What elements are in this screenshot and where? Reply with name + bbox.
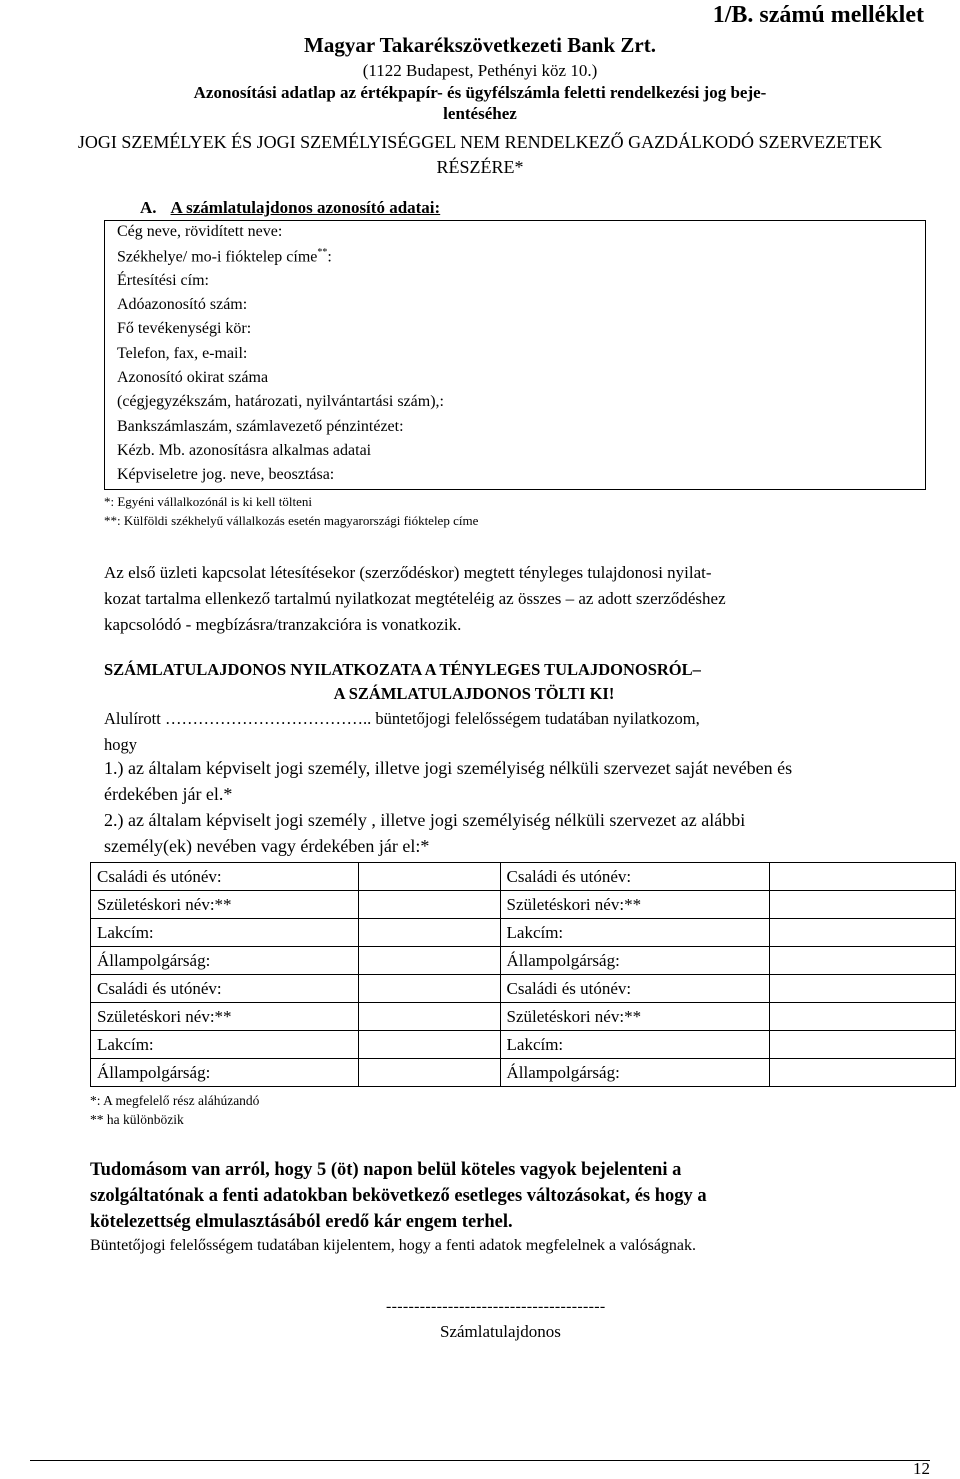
owner-birth-name-value[interactable] [358, 1003, 500, 1031]
owner-name-label: Családi és utónév: [91, 863, 359, 891]
owner-address-value[interactable] [358, 1031, 500, 1059]
table-row [91, 1059, 956, 1087]
owners-footnote-2: ** ha különbözik [90, 1112, 184, 1127]
bank-name: Magyar Takarékszövetkezeti Bank Zrt. [304, 33, 656, 57]
criminal-liability-statement: Büntetőjogi felelősségem tudatában kijelentem, hogy a fenti adatok megfelelnek a valóságnak. [90, 1237, 697, 1254]
section-a-letter: A. [140, 198, 157, 217]
owner-citizenship-value[interactable] [770, 1059, 956, 1087]
table-row [91, 975, 956, 1003]
table-row [91, 1031, 956, 1059]
owner-citizenship-label: Állampolgárság: [500, 947, 770, 975]
field-seat[interactable] [117, 247, 332, 266]
field-main-activity[interactable]: Fő tevékenységi kör: [117, 320, 252, 337]
owner-name-label: Családi és utónév: [500, 975, 770, 1003]
field-representative[interactable]: Képviseletre jog. neve, beosztása: [117, 466, 335, 483]
owner-citizenship-label: Állampolgárság: [500, 1059, 770, 1087]
field-seat-sup: ** [317, 247, 328, 258]
owner-citizenship-value[interactable] [358, 1059, 500, 1087]
signature-caption: Számlatulajdonos [440, 1322, 561, 1341]
undersigned-line-cont: hogy [104, 735, 137, 754]
owner-name-value[interactable] [358, 975, 500, 1003]
owner-birth-name-value[interactable] [770, 891, 956, 919]
owner-name-value[interactable] [770, 863, 956, 891]
owner-birth-name-value[interactable] [770, 1003, 956, 1031]
declaration-instruction: A SZÁMLATULAJDONOS TÖLTI KI! [333, 684, 615, 703]
form-title [100, 82, 860, 124]
owner-name-label: Családi és utónév: [91, 975, 359, 1003]
form-subtitle-line2: RÉSZÉRE* [436, 157, 524, 177]
owner-address-label: Lakcím: [500, 1031, 770, 1059]
owners-footnote-1: *: A megfelelő rész aláhúzandó [90, 1093, 260, 1108]
page-number: 12 [913, 1459, 930, 1478]
field-company-name[interactable]: Cég neve, rövidített neve: [117, 223, 283, 240]
option-1-line-cont: érdekében jár el.* [104, 784, 233, 804]
owner-citizenship-value[interactable] [770, 947, 956, 975]
owner-birth-name-label: Születéskori név:** [91, 1003, 359, 1031]
owner-address-value[interactable] [770, 919, 956, 947]
owner-citizenship-value[interactable] [358, 947, 500, 975]
owner-citizenship-label: Állampolgárság: [91, 947, 359, 975]
section-a-heading [140, 198, 440, 218]
field-contact[interactable]: Telefon, fax, e-mail: [117, 345, 248, 362]
section-a-title: A számlatulajdonos azonosító adatai: [170, 198, 441, 217]
owner-birth-name-label: Születéskori név:** [91, 891, 359, 919]
owner-citizenship-label: Állampolgárság: [91, 1059, 359, 1087]
intro-paragraph [104, 560, 930, 638]
field-seat-label: Székhelye/ mo-i fióktelep címe [117, 248, 318, 266]
field-signatory[interactable]: Kézb. Mb. azonosításra alkalmas adatai [117, 442, 372, 459]
footer-divider [30, 1460, 930, 1461]
form-title-line1: Azonosítási adatlap az értékpapír- és ügyfélszámla feletti rendelkezési jog beje- [193, 83, 767, 102]
intro-line2: kozat tartalma ellenkező tartalmú nyilatkozat megtételéig az összes – az adott szerződéshez [104, 589, 726, 608]
intro-line3: kapcsolódó - megbízásra/tranzakcióra is vonatkozik. [104, 615, 462, 634]
owner-address-label: Lakcím: [91, 919, 359, 947]
form-subtitle-line1: JOGI SZEMÉLYEK ÉS JOGI SZEMÉLYISÉGGEL NEM RENDELKEZŐ GAZDÁLKODÓ SZERVEZETEK [77, 132, 883, 152]
declaration-title: SZÁMLATULAJDONOS NYILATKOZATA A TÉNYLEGES TULAJDONOSRÓL– [104, 660, 701, 679]
option-2-line-cont: személy(ek) nevében vagy érdekében jár el:* [104, 836, 430, 856]
change-notice-line2: szolgáltatónak a fenti adatokban bekövetkező esetleges változásokat, és hogy a [90, 1186, 707, 1206]
owner-address-label: Lakcím: [500, 919, 770, 947]
owner-birth-name-value[interactable] [358, 891, 500, 919]
owner-name-value[interactable] [358, 863, 500, 891]
change-notice-line1: Tudomásom van arról, hogy 5 (öt) napon belül köteles vagyok bejelenteni a [90, 1160, 682, 1180]
owner-address-value[interactable] [770, 1031, 956, 1059]
section-a-footnote-2: **: Külföldi székhelyű vállalkozás esetén magyarországi fióktelep címe [104, 513, 479, 528]
option-2-line[interactable]: 2.) az általam képviselt jogi személy , illetve jogi személyiség nélküli szervezet az alábbi [104, 810, 746, 830]
change-notice-paragraph [90, 1157, 860, 1235]
owner-name-label: Családi és utónév: [500, 863, 770, 891]
account-holder-form [104, 220, 926, 490]
owner-name-value[interactable] [770, 975, 956, 1003]
form-subtitle [0, 130, 960, 180]
bank-address: (1122 Budapest, Pethényi köz 10.) [362, 61, 598, 80]
field-id-doc-line1[interactable]: Azonosító okirat száma [117, 369, 269, 386]
undersigned-line[interactable]: Alulírott ……………………………….. büntetőjogi felelősségem tudatában nyilatkozom, [104, 709, 700, 728]
field-notify-address[interactable]: Értesítési cím: [117, 272, 209, 289]
field-seat-colon: : [327, 248, 332, 266]
field-bank-account[interactable]: Bankszámlaszám, számlavezető pénzintézet: [117, 418, 404, 435]
table-row [91, 863, 956, 891]
field-tax-id[interactable]: Adóazonosító szám: [117, 296, 248, 313]
beneficial-owners-table [90, 862, 956, 1087]
owner-address-label: Lakcím: [91, 1031, 359, 1059]
owner-address-value[interactable] [358, 919, 500, 947]
form-title-line2: lentéséhez [443, 104, 517, 123]
table-row [91, 1003, 956, 1031]
owner-birth-name-label: Születéskori név:** [500, 1003, 770, 1031]
change-notice-line3: kötelezettség elmulasztásából eredő kár engem terhel. [90, 1212, 513, 1232]
annex-label: 1/B. számú melléklet [712, 2, 924, 28]
table-row [91, 947, 956, 975]
signature-line[interactable]: --------------------------------------- [386, 1298, 606, 1315]
field-id-doc-line2[interactable]: (cégjegyzékszám, határozati, nyilvántartási szám),: [117, 393, 444, 410]
table-row [91, 919, 956, 947]
section-a-footnote-1: *: Egyéni vállalkozónál is ki kell tölteni [104, 494, 312, 509]
owner-birth-name-label: Születéskori név:** [500, 891, 770, 919]
option-1-line[interactable]: 1.) az általam képviselt jogi személy, illetve jogi személyiség nélküli szervezet saját nevében és [104, 758, 793, 778]
table-row [91, 891, 956, 919]
intro-line1: Az első üzleti kapcsolat létesítésekor (szerződéskor) megtett tényleges tulajdonosi nyilat- [104, 563, 712, 582]
